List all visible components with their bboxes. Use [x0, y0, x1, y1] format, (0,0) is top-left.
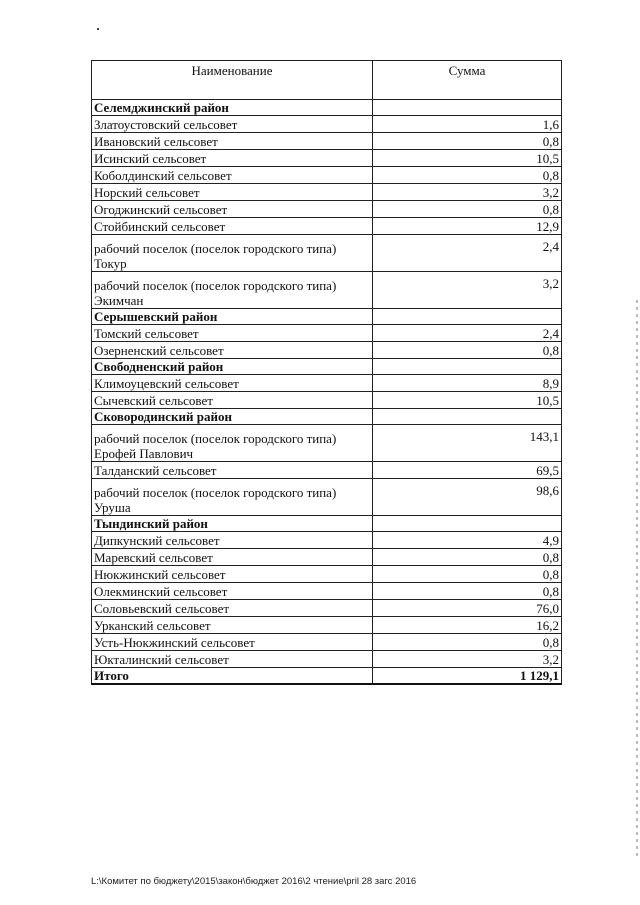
amount-cell: 69,5	[373, 462, 562, 479]
amount-cell: 0,8	[373, 167, 562, 184]
settlement-name: Урканский сельсовет	[92, 617, 373, 634]
district-row	[92, 359, 562, 375]
amount-cell: 8,9	[373, 375, 562, 392]
district-row	[92, 409, 562, 425]
district-name: Серышевский район	[92, 309, 373, 325]
table-row	[92, 325, 562, 342]
table-row	[92, 549, 562, 566]
district-name: Сковородинский район	[92, 409, 373, 425]
settlement-name: Маревский сельсовет	[92, 549, 373, 566]
table-row	[92, 617, 562, 634]
amount-cell: 1,6	[373, 116, 562, 133]
amount-cell	[373, 516, 562, 532]
table-row	[92, 566, 562, 583]
table-row	[92, 634, 562, 651]
settlement-name: Ивановский сельсовет	[92, 133, 373, 150]
amount-cell: 3,2	[373, 272, 562, 309]
budget-table	[91, 60, 562, 685]
amount-cell: 3,2	[373, 184, 562, 201]
table-row	[92, 272, 562, 309]
amount-cell: 3,2	[373, 651, 562, 668]
header-name: Наименование	[92, 61, 373, 100]
amount-cell: 98,6	[373, 479, 562, 516]
table-row	[92, 583, 562, 600]
amount-cell: 0,8	[373, 133, 562, 150]
total-amount: 1 129,1	[373, 668, 562, 685]
table-row	[92, 218, 562, 235]
settlement-name: рабочий поселок (поселок городского типа) Токур	[92, 235, 373, 272]
scan-mark	[97, 28, 99, 30]
settlement-name: Коболдинский сельсовет	[92, 167, 373, 184]
scan-edge-artifact	[636, 300, 638, 860]
table-row	[92, 184, 562, 201]
table-row	[92, 425, 562, 462]
amount-cell: 0,8	[373, 342, 562, 359]
amount-cell: 0,8	[373, 549, 562, 566]
settlement-name: Талданский сельсовет	[92, 462, 373, 479]
amount-cell: 10,5	[373, 150, 562, 167]
district-row	[92, 516, 562, 532]
settlement-name: рабочий поселок (поселок городского типа) Экимчан	[92, 272, 373, 309]
table-row	[92, 462, 562, 479]
table-row	[92, 133, 562, 150]
table-header-row	[92, 61, 562, 100]
district-name: Селемджинский район	[92, 100, 373, 116]
amount-cell: 0,8	[373, 566, 562, 583]
district-name: Тындинский район	[92, 516, 373, 532]
amount-cell: 143,1	[373, 425, 562, 462]
amount-cell: 10,5	[373, 392, 562, 409]
settlement-name: Нюкжинский сельсовет	[92, 566, 373, 583]
amount-cell	[373, 309, 562, 325]
amount-cell	[373, 100, 562, 116]
table-row	[92, 342, 562, 359]
amount-cell: 12,9	[373, 218, 562, 235]
table-body	[92, 100, 562, 685]
table-row	[92, 392, 562, 409]
amount-cell: 2,4	[373, 325, 562, 342]
district-name: Свободненский район	[92, 359, 373, 375]
settlement-name: Норский сельсовет	[92, 184, 373, 201]
table-row	[92, 150, 562, 167]
total-row	[92, 668, 562, 685]
amount-cell: 16,2	[373, 617, 562, 634]
table-row	[92, 375, 562, 392]
table-row	[92, 235, 562, 272]
amount-cell: 2,4	[373, 235, 562, 272]
settlement-name: Усть-Нюкжинский сельсовет	[92, 634, 373, 651]
table-row	[92, 201, 562, 218]
table-row	[92, 600, 562, 617]
settlement-name: Исинский сельсовет	[92, 150, 373, 167]
header-amount: Сумма	[373, 61, 562, 100]
settlement-name: Соловьевский сельсовет	[92, 600, 373, 617]
settlement-name: Климоуцевский сельсовет	[92, 375, 373, 392]
settlement-name: Дипкунский сельсовет	[92, 532, 373, 549]
amount-cell: 0,8	[373, 583, 562, 600]
settlement-name: Томский сельсовет	[92, 325, 373, 342]
settlement-name: Стойбинский сельсовет	[92, 218, 373, 235]
table-row	[92, 167, 562, 184]
settlement-name: рабочий поселок (поселок городского типа) Ерофей Павлович	[92, 425, 373, 462]
settlement-name: Юкталинский сельсовет	[92, 651, 373, 668]
district-row	[92, 100, 562, 116]
amount-cell: 4,9	[373, 532, 562, 549]
amount-cell: 76,0	[373, 600, 562, 617]
settlement-name: Сычевский сельсовет	[92, 392, 373, 409]
table-row	[92, 651, 562, 668]
table-row	[92, 532, 562, 549]
amount-cell	[373, 409, 562, 425]
settlement-name: Огоджинский сельсовет	[92, 201, 373, 218]
amount-cell	[373, 359, 562, 375]
settlement-name: Озерненский сельсовет	[92, 342, 373, 359]
table-row	[92, 479, 562, 516]
amount-cell: 0,8	[373, 634, 562, 651]
settlement-name: Олекминский сельсовет	[92, 583, 373, 600]
district-row	[92, 309, 562, 325]
settlement-name: рабочий поселок (поселок городского типа) Уруша	[92, 479, 373, 516]
amount-cell: 0,8	[373, 201, 562, 218]
file-path-footer: L:\Комитет по бюджету\2015\закон\бюджет 2016\2 чтение\pril 28 загс 2016	[91, 876, 417, 887]
table-row	[92, 116, 562, 133]
total-label: Итого	[92, 668, 373, 685]
settlement-name: Златоустовский сельсовет	[92, 116, 373, 133]
